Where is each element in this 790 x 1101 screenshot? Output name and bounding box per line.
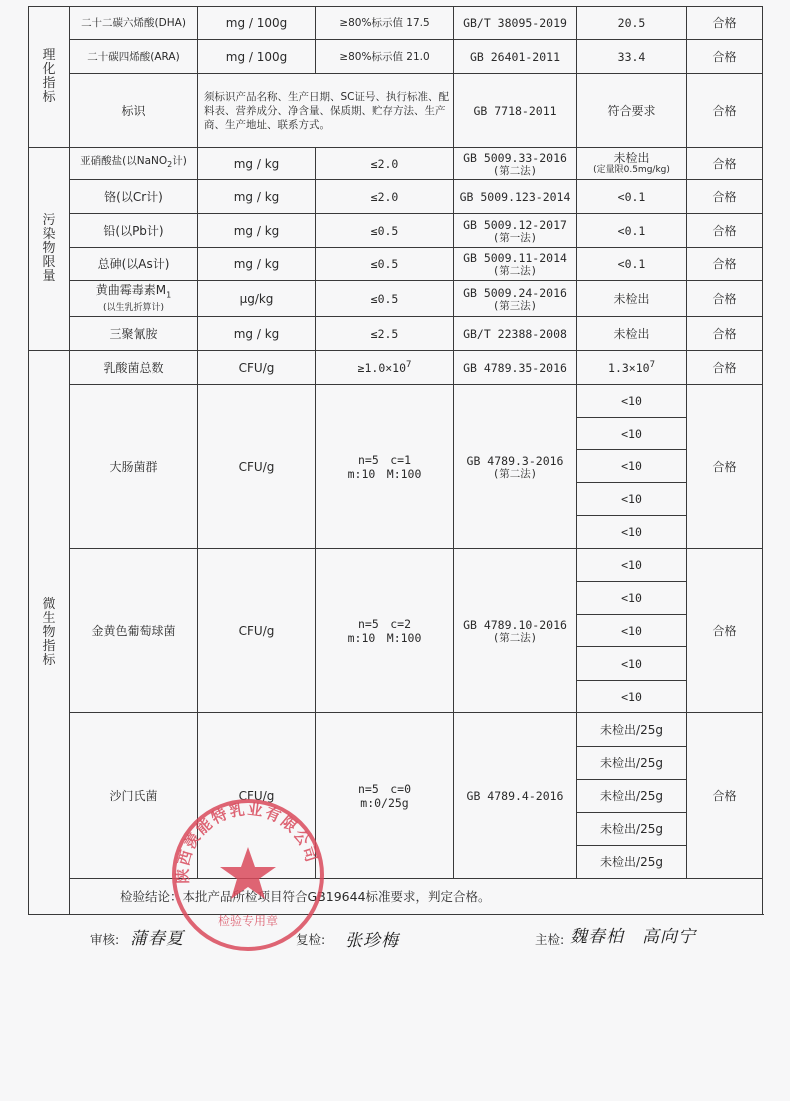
result-cell: 符合要求 bbox=[577, 74, 687, 148]
method-cell: GB 4789.4-2016 bbox=[454, 713, 577, 879]
inspection-table bbox=[28, 6, 763, 915]
standard-cell: n=5 c=1 m:10 M:100 bbox=[316, 385, 454, 549]
judgement-cell: 合格 bbox=[687, 180, 763, 214]
table-row bbox=[29, 148, 763, 180]
item-name: 大肠菌群 bbox=[70, 385, 198, 549]
item-name: 二十碳四烯酸(ARA) bbox=[70, 40, 198, 74]
judgement-cell: 合格 bbox=[687, 351, 763, 385]
judgement-cell: 合格 bbox=[687, 281, 763, 317]
standard-cell: n=5 c=2 m:10 M:100 bbox=[316, 549, 454, 713]
unit-cell: mg / kg bbox=[198, 148, 316, 180]
review-label: 审核: bbox=[90, 932, 120, 947]
table-row bbox=[29, 40, 763, 74]
table-row bbox=[29, 248, 763, 281]
inspector-signature: 魏春柏 高向宁 bbox=[570, 927, 696, 947]
standard-cell: n=5 c=0 m:0/25g bbox=[316, 713, 454, 879]
conclusion-text: 检验结论：本批产品所检项目符合GB19644标准要求，判定合格。 bbox=[70, 879, 763, 915]
standard-cell: ≤0.5 bbox=[316, 214, 454, 248]
result-cell: 未检出 bbox=[577, 281, 687, 317]
standard-cell: ≤0.5 bbox=[316, 281, 454, 317]
standard-cell: ≤2.0 bbox=[316, 148, 454, 180]
judgement-cell: 合格 bbox=[687, 317, 763, 351]
result-cell: <10 bbox=[577, 647, 687, 681]
method-cell: GB 5009.11-2014 (第二法) bbox=[454, 248, 577, 281]
signature-area bbox=[0, 920, 790, 960]
seal-arc-text: 陕西羡能特乳业有限公司 bbox=[173, 800, 322, 884]
method-cell: GB 4789.10-2016 (第二法) bbox=[454, 549, 577, 713]
judgement-cell: 合格 bbox=[687, 7, 763, 40]
inspector-label: 主检: bbox=[535, 932, 565, 947]
unit-cell: mg / 100g bbox=[198, 40, 316, 74]
judgement-cell: 合格 bbox=[687, 713, 763, 879]
table-row bbox=[29, 214, 763, 248]
method-cell: GB 5009.12-2017 (第一法) bbox=[454, 214, 577, 248]
method-cell: GB 4789.3-2016 (第二法) bbox=[454, 385, 577, 549]
standard-cell: ≥80%标示值 21.0 bbox=[316, 40, 454, 74]
method-cell: GB 5009.123-2014 bbox=[454, 180, 577, 214]
result-cell: <10 bbox=[577, 516, 687, 549]
recheck-label: 复检: bbox=[296, 932, 326, 947]
item-name: 铬(以Cr计) bbox=[70, 180, 198, 214]
standard-cell: ≤2.5 bbox=[316, 317, 454, 351]
judgement-cell: 合格 bbox=[687, 74, 763, 148]
unit-cell: mg / 100g bbox=[198, 7, 316, 40]
category-contaminant: 污染物限量 bbox=[29, 148, 70, 351]
label-requirement-cell: 须标识产品名称、生产日期、SC证号、执行标准、配料表、营养成分、净含量、保质期、贮存方法、生产商、生产地址、联系方式。 bbox=[198, 74, 454, 148]
judgement-cell: 合格 bbox=[687, 549, 763, 713]
unit-cell: CFU/g bbox=[198, 549, 316, 713]
table-row bbox=[29, 180, 763, 214]
item-name: 总砷(以As计) bbox=[70, 248, 198, 281]
result-cell: <0.1 bbox=[577, 180, 687, 214]
unit-cell: mg / kg bbox=[198, 214, 316, 248]
company-seal-stamp bbox=[168, 795, 328, 955]
unit-cell: CFU/g bbox=[198, 385, 316, 549]
table-row bbox=[29, 385, 763, 418]
unit-cell: CFU/g bbox=[198, 713, 316, 879]
unit-cell: mg / kg bbox=[198, 248, 316, 281]
method-cell: GB 5009.24-2016 (第三法) bbox=[454, 281, 577, 317]
unit-cell: mg / kg bbox=[198, 317, 316, 351]
judgement-cell: 合格 bbox=[687, 248, 763, 281]
unit-cell: mg / kg bbox=[198, 180, 316, 214]
standard-cell: ≥80%标示值 17.5 bbox=[316, 7, 454, 40]
result-cell: <10 bbox=[577, 582, 687, 615]
result-cell: <10 bbox=[577, 418, 687, 450]
seal-subtext: 检验专用章 bbox=[217, 914, 279, 928]
unit-cell: μg/kg bbox=[198, 281, 316, 317]
method-cell: GB 5009.33-2016 (第二法) bbox=[454, 148, 577, 180]
result-cell: 未检出/25g bbox=[577, 813, 687, 846]
result-cell: 未检出 (定量限0.5mg/kg) bbox=[577, 148, 687, 180]
table-row bbox=[29, 713, 763, 747]
method-cell: GB 7718-2011 bbox=[454, 74, 577, 148]
table-row bbox=[29, 879, 763, 915]
judgement-cell: 合格 bbox=[687, 148, 763, 180]
table-row bbox=[29, 549, 763, 582]
result-cell: <10 bbox=[577, 549, 687, 582]
method-cell: GB 26401-2011 bbox=[454, 40, 577, 74]
judgement-cell: 合格 bbox=[687, 385, 763, 549]
table-row bbox=[29, 74, 763, 148]
result-cell: <10 bbox=[577, 385, 687, 418]
standard-cell: ≤2.0 bbox=[316, 180, 454, 214]
review-signature: 蒲春夏 bbox=[130, 929, 184, 949]
table-row bbox=[29, 281, 763, 317]
category-micro: 微生物指标 bbox=[29, 351, 70, 915]
result-cell: 未检出 bbox=[577, 317, 687, 351]
result-cell: <0.1 bbox=[577, 214, 687, 248]
result-cell: $1.3\times 10^7$ bbox=[577, 351, 687, 385]
method-cell: GB/T 22388-2008 bbox=[454, 317, 577, 351]
method-cell: GB/T 38095-2019 bbox=[454, 7, 577, 40]
result-cell: <10 bbox=[577, 450, 687, 483]
item-name: 标识 bbox=[70, 74, 198, 148]
result-cell: <10 bbox=[577, 483, 687, 516]
table-row bbox=[29, 317, 763, 351]
table-row bbox=[29, 351, 763, 385]
item-name: 乳酸菌总数 bbox=[70, 351, 198, 385]
result-cell: 未检出/25g bbox=[577, 747, 687, 780]
standard-cell: ≤0.5 bbox=[316, 248, 454, 281]
table-row bbox=[29, 7, 763, 40]
result-cell: 20.5 bbox=[577, 7, 687, 40]
judgement-cell: 合格 bbox=[687, 40, 763, 74]
result-cell: 未检出/25g bbox=[577, 846, 687, 879]
result-cell: 33.4 bbox=[577, 40, 687, 74]
result-cell: <10 bbox=[577, 681, 687, 713]
judgement-cell: 合格 bbox=[687, 214, 763, 248]
item-name: 金黄色葡萄球菌 bbox=[70, 549, 198, 713]
category-physchem: 理化指标 bbox=[29, 7, 70, 148]
item-name: 铅(以Pb计) bbox=[70, 214, 198, 248]
recheck-signature: 张珍梅 bbox=[345, 931, 399, 951]
item-name: 黄曲霉毒素$M_1$ (以生乳折算计) bbox=[70, 281, 198, 317]
item-name: 三聚氰胺 bbox=[70, 317, 198, 351]
result-cell: <10 bbox=[577, 615, 687, 647]
standard-cell: $\ge 1.0\times 10^7$ bbox=[316, 351, 454, 385]
result-cell: 未检出/25g bbox=[577, 780, 687, 813]
item-name: 二十二碳六烯酸(DHA) bbox=[70, 7, 198, 40]
unit-cell: CFU/g bbox=[198, 351, 316, 385]
result-cell: <0.1 bbox=[577, 248, 687, 281]
result-cell: 未检出/25g bbox=[577, 713, 687, 747]
item-name: 沙门氏菌 bbox=[70, 713, 198, 879]
method-cell: GB 4789.35-2016 bbox=[454, 351, 577, 385]
item-name: 亚硝酸盐(以NaNO$_2$计) bbox=[70, 148, 198, 180]
seal-star-icon bbox=[220, 847, 276, 899]
